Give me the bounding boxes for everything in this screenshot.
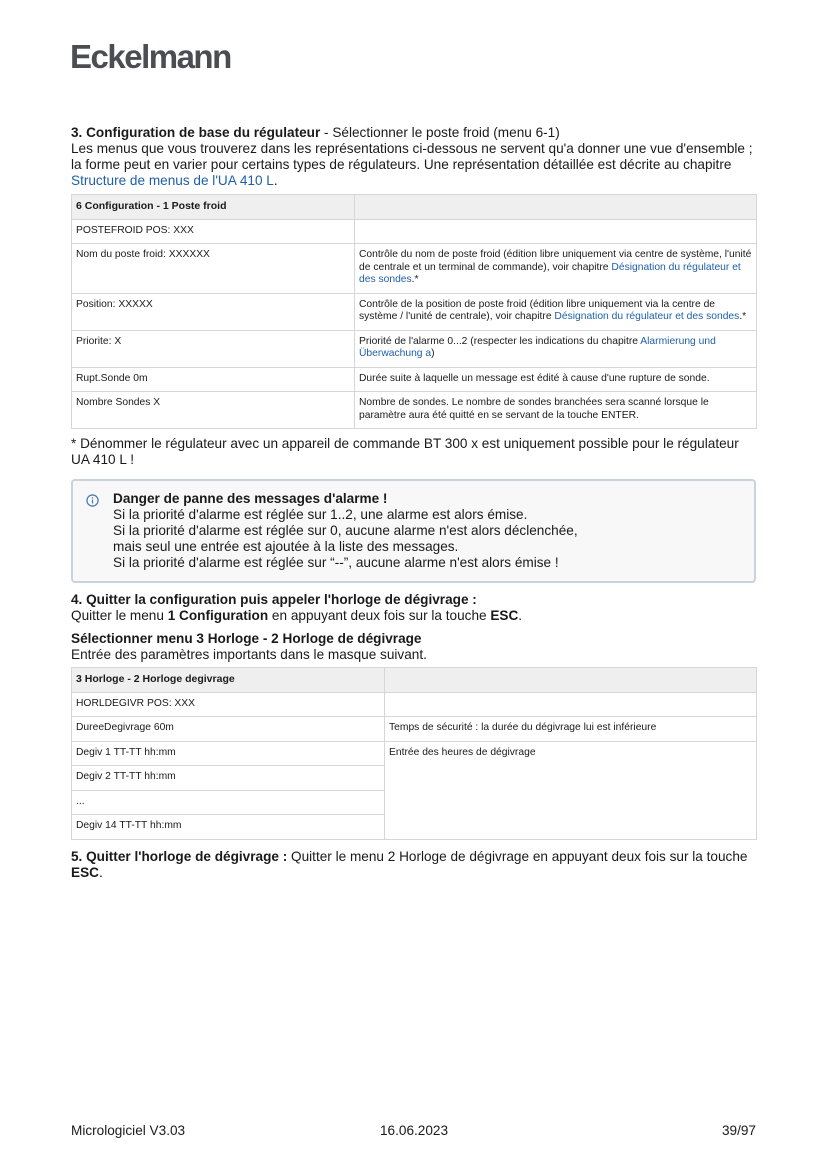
section-4-bold-key: ESC <box>490 608 519 623</box>
param-cell: Rupt.Sonde 0m <box>72 367 355 392</box>
param-cell: Nombre Sondes X <box>72 392 355 429</box>
table-row <box>72 244 757 294</box>
page-content <box>71 125 756 881</box>
section-4-bold-menu: 1 Configuration <box>167 608 269 623</box>
section-5-heading: 5. Quitter l'horloge de dégivrage : <box>71 848 288 864</box>
table-row <box>72 717 757 742</box>
desc-cell <box>355 219 757 244</box>
note-line: Si la priorité d'alarme est réglée sur 1..2, une alarme est alors émise. <box>113 507 528 522</box>
desc-suffix: ) <box>431 348 435 359</box>
desc-text: Nombre de sondes. Le nombre de sondes branchées sera scanné lorsque le paramètre aura été quitté en se servant de la touche ENTER. <box>359 397 709 421</box>
param-cell: Nom du poste froid: XXXXXX <box>72 244 355 294</box>
section-3-heading: 3. Configuration de base du régulateur <box>71 125 321 140</box>
note-line: Si la priorité d'alarme est réglée sur “--”, aucune alarme n'est alors émise ! <box>113 555 559 570</box>
param-cell: Priorite: X <box>72 330 355 367</box>
select-menu-heading: Sélectionner menu 3 Horloge - 2 Horloge de dégivrage <box>71 631 422 646</box>
table-header-empty <box>355 195 757 220</box>
link-designation[interactable]: Désignation du régulateur et des sondes <box>359 261 741 285</box>
table-header-cell: 3 Horloge - 2 Horloge degivrage <box>72 668 385 693</box>
param-cell: Degiv 1 TT-TT hh:mm <box>72 741 385 766</box>
warning-note <box>71 479 756 583</box>
section-5-paragraph <box>71 849 756 881</box>
section-3-paragraph <box>71 125 756 189</box>
info-icon <box>86 494 99 507</box>
desc-cell <box>355 367 757 392</box>
table-row <box>72 367 757 392</box>
desc-cell <box>385 692 757 717</box>
desc-suffix: .* <box>739 311 747 322</box>
config-table <box>71 194 757 429</box>
eckelmann-logo: Eckelmann <box>70 38 231 75</box>
note-title: Danger de panne des messages d'alarme ! <box>113 491 388 506</box>
table-row <box>72 293 757 330</box>
desc-cell: Temps de sécurité : la durée du dégivrage lui est inférieure <box>385 717 757 742</box>
desc-cell <box>355 330 757 367</box>
section-4-end: . <box>518 608 523 623</box>
section-4-text-2: en appuyant deux fois sur la touche <box>268 608 491 623</box>
section-3-subtitle: - Sélectionner le poste froid (menu 6-1) <box>320 125 560 140</box>
desc-text: Priorité de l'alarme 0...2 (respecter les indications du chapitre <box>359 335 641 347</box>
section-3-text: Les menus que vous trouverez dans les représentations ci-dessous ne servent qu'a donner une vue d'ensemble ; la forme peut en varier pour certains types de régulateurs. Une représentation détaillée est décrite au chapitre <box>71 141 753 172</box>
note-line: Si la priorité d'alarme est réglée sur 0, aucune alarme n'est alors déclenchée, <box>113 523 578 538</box>
table-header-cell: 6 Configuration - 1 Poste froid <box>72 195 355 220</box>
section-5-text: Quitter le menu 2 Horloge de dégivrage en appuyant deux fois sur la touche <box>287 848 748 864</box>
param-cell: ... <box>72 790 385 815</box>
section-4-text: Quitter le menu <box>71 608 168 623</box>
footer-date: 16.06.2023 <box>380 1123 449 1138</box>
section-3-end: . <box>273 173 278 188</box>
footer-firmware: Micrologiciel V3.03 <box>71 1123 186 1138</box>
param-cell: Degiv 2 TT-TT hh:mm <box>72 766 385 791</box>
table-header-row <box>72 195 757 220</box>
desc-cell <box>355 392 757 429</box>
desc-cell: Entrée des heures de dégivrage <box>385 741 757 839</box>
desc-suffix: .* <box>411 274 419 285</box>
defrost-table <box>71 667 757 840</box>
desc-text: Durée suite à laquelle un message est édité à cause d'une rupture de sonde. <box>359 372 710 384</box>
section-4-paragraph <box>71 592 756 624</box>
section-5-end: . <box>98 864 103 880</box>
footer-page-number: 39/97 <box>721 1123 756 1138</box>
table-row <box>72 692 757 717</box>
param-cell: POSTEFROID POS: XXX <box>72 219 355 244</box>
link-structure-menus[interactable]: Structure de menus de l'UA 410 L <box>71 173 274 188</box>
param-cell: Degiv 14 TT-TT hh:mm <box>72 815 385 840</box>
note-line: mais seul une entrée est ajoutée à la liste des messages. <box>113 539 459 554</box>
link-designation[interactable]: Désignation du régulateur et des sondes <box>554 311 740 322</box>
table-row <box>72 392 757 429</box>
desc-cell <box>355 244 757 294</box>
table-header-empty <box>385 668 757 693</box>
param-cell: HORLDEGIVR POS: XXX <box>72 692 385 717</box>
section-4-heading: 4. Quitter la configuration puis appeler l'horloge de dégivrage : <box>71 592 477 607</box>
link-alarmierung[interactable]: Alarmierung und Überwachung a <box>359 335 716 359</box>
table-header-row <box>72 668 757 693</box>
table-row <box>72 741 757 766</box>
table-row <box>72 330 757 367</box>
param-cell: DureeDegivrage 60m <box>72 717 385 742</box>
table-row <box>72 219 757 244</box>
desc-text: Contrôle du nom de poste froid (édition libre uniquement via centre de système, l'unité de centrale et un terminal de commande), voir chapitre <box>359 249 752 273</box>
desc-cell <box>355 293 757 330</box>
select-menu-paragraph <box>71 631 756 663</box>
section-5-bold-key: ESC <box>71 864 99 880</box>
select-menu-text: Entrée des paramètres importants dans le masque suivant. <box>71 647 427 662</box>
footnote: * Dénommer le régulateur avec un appareil de commande BT 300 x est uniquement possible pour le régulateur UA 410 L ! <box>71 436 739 467</box>
param-cell: Position: XXXXX <box>72 293 355 330</box>
desc-text: Contrôle de la position de poste froid (édition libre uniquement via la centre de système / l'unité de centrale), voir chapitre <box>359 298 716 322</box>
